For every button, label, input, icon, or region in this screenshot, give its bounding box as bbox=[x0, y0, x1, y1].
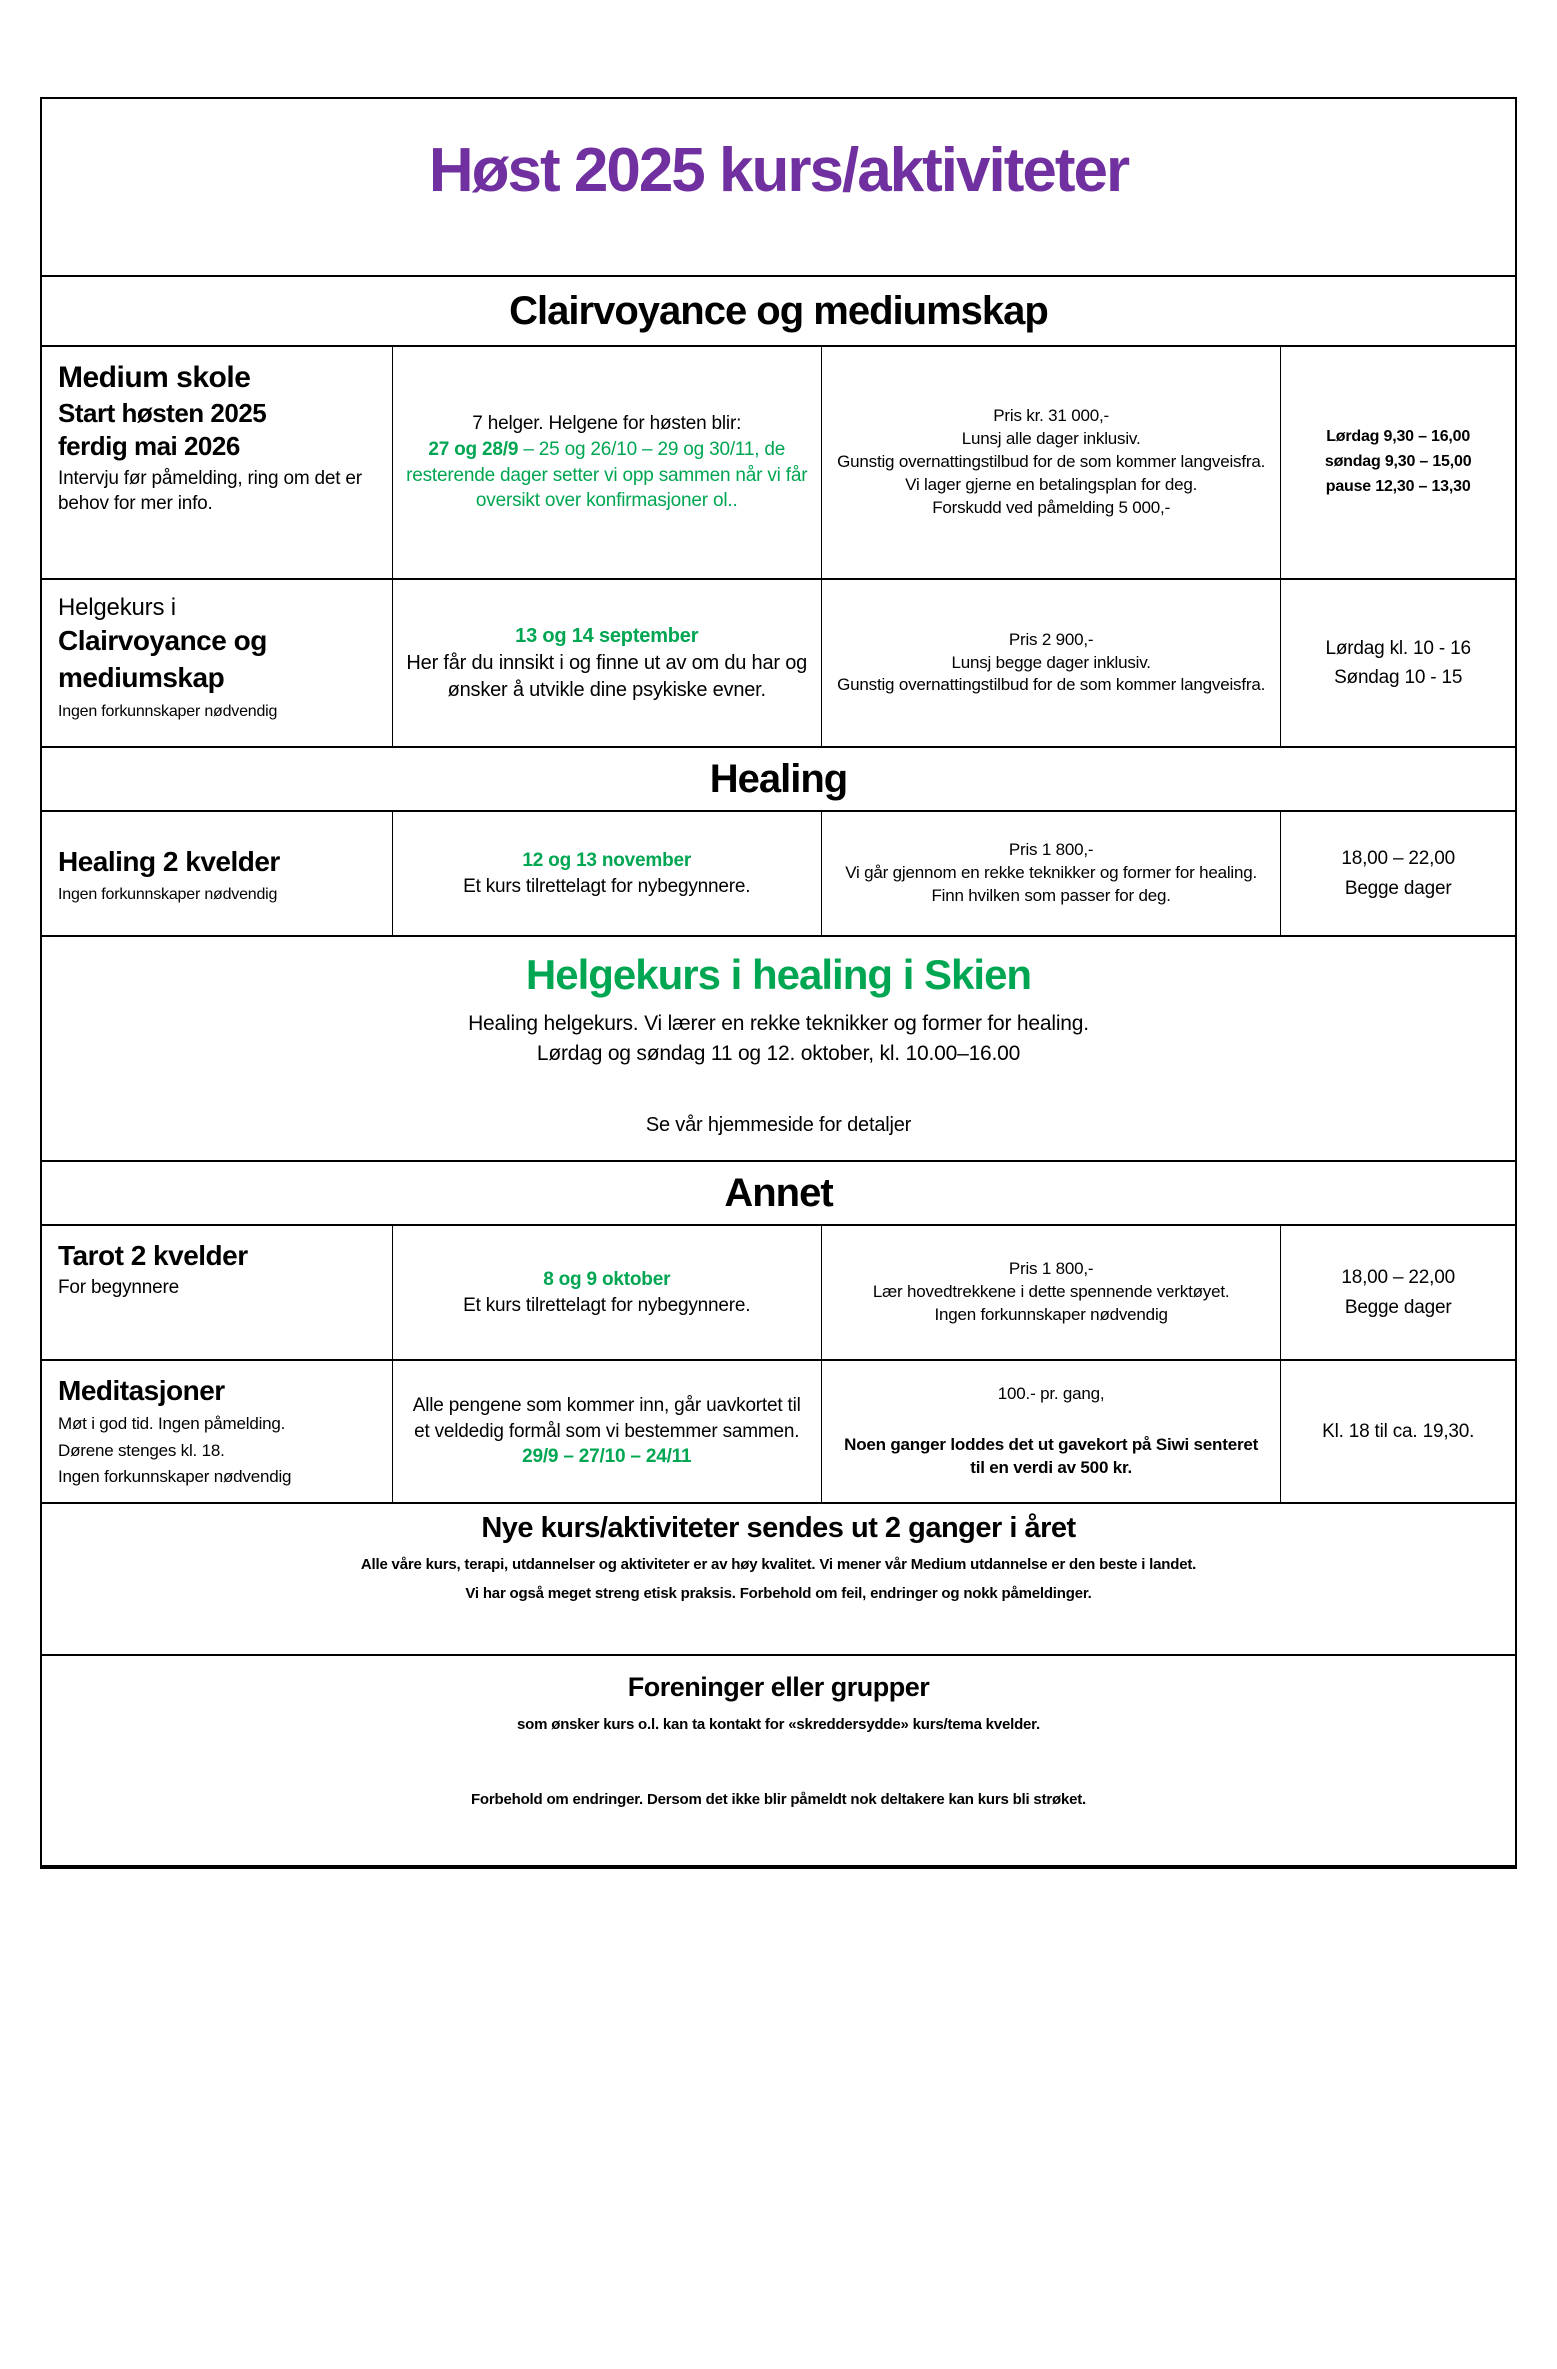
course-row-meditasjoner bbox=[42, 1359, 1515, 1502]
time-line: pause 12,30 – 13,30 bbox=[1325, 477, 1471, 495]
time-line: Søndag 10 - 15 bbox=[1334, 667, 1463, 688]
course-title: Tarot 2 kvelder bbox=[58, 1240, 248, 1271]
time-line: søndag 9,30 – 15,00 bbox=[1324, 453, 1472, 471]
info-line: Forskudd ved påmelding 5 000,- bbox=[932, 497, 1171, 517]
course-name-cell bbox=[42, 1226, 392, 1359]
course-time-cell bbox=[1280, 580, 1515, 746]
price: Pris 2 900,- bbox=[1008, 629, 1094, 649]
dates-highlight: 13 og 14 september bbox=[515, 624, 699, 647]
course-info-cell bbox=[821, 347, 1280, 578]
course-note: Ingen forkunnskaper nødvendig bbox=[58, 1467, 292, 1487]
footer-line: Forbehold om endringer. Dersom det ikke blir påmeldt nok deltakere kan kurs bli strøket. bbox=[470, 1790, 1087, 1808]
course-note: Møt i god tid. Ingen påmelding. bbox=[58, 1414, 286, 1433]
section-title: Annet bbox=[724, 1170, 833, 1215]
info-line: Lunsj begge dager inklusiv. bbox=[951, 652, 1151, 672]
footer-line: Alle våre kurs, terapi, utdannelser og aktiviteter er av høy kvalitet. Vi mener vår Medium utdannelse er den beste i landet. bbox=[360, 1556, 1197, 1573]
course-flyer-table bbox=[40, 97, 1517, 1869]
section-title: Healing bbox=[709, 756, 848, 801]
info-line: Noen ganger loddes det ut gavekort på Siwi senteret til en verdi av 500 kr. bbox=[844, 1435, 1259, 1477]
course-row-medium-skole bbox=[42, 345, 1515, 578]
footer-nye-kurs-block bbox=[42, 1502, 1515, 1654]
course-note: Ingen forkunnskaper nødvendig bbox=[58, 886, 278, 904]
time-line: Lørdag kl. 10 - 16 bbox=[1325, 637, 1471, 659]
course-description: Alle pengene som kommer inn, går uavkortet til et veldedig formål som vi bestemmer sammen. bbox=[412, 1395, 801, 1442]
course-note: Dørene stenges kl. 18. bbox=[58, 1440, 225, 1460]
skien-course-block bbox=[42, 935, 1515, 1160]
course-dates-cell bbox=[392, 580, 821, 746]
footer-line: som ønsker kurs o.l. kan ta kontakt for «skreddersydde» kurs/tema kvelder. bbox=[517, 1716, 1040, 1733]
footer-line: Vi har også meget streng etisk praksis. Forbehold om feil, endringer og nokk påmeldinger. bbox=[465, 1584, 1092, 1602]
section-header-clairvoyance bbox=[42, 275, 1515, 345]
dates-highlight: 29/9 – 27/10 – 24/11 bbox=[522, 1446, 692, 1468]
course-row-tarot bbox=[42, 1224, 1515, 1359]
course-title-intro: Helgekurs i bbox=[58, 594, 176, 621]
course-note: Intervju før påmelding, ring om det er behov for mer info. bbox=[58, 468, 362, 514]
price: 100.- pr. gang, bbox=[997, 1384, 1105, 1404]
time-line: 18,00 – 22,00 bbox=[1341, 1267, 1455, 1289]
skien-heading: Helgekurs i healing i Skien bbox=[525, 951, 1032, 998]
price: Pris kr. 31 000,- bbox=[993, 406, 1109, 426]
info-line: Gunstig overnattingstilbud for de som kommer langveisfra. bbox=[837, 452, 1266, 472]
course-title: Meditasjoner bbox=[58, 1375, 225, 1406]
course-row-helgekurs-clairvoyance bbox=[42, 578, 1515, 746]
dates-intro: 7 helger. Helgene for høsten blir: bbox=[472, 413, 742, 435]
course-title: Healing 2 kvelder bbox=[58, 846, 280, 878]
homepage-reference: Se vår hjemmeside for detaljer bbox=[645, 1113, 912, 1136]
time-line: Lørdag 9,30 – 16,00 bbox=[1326, 428, 1471, 446]
info-line: Lunsj alle dager inklusiv. bbox=[961, 429, 1141, 449]
dates-highlight: 12 og 13 november bbox=[522, 849, 692, 871]
course-info-cell bbox=[821, 1226, 1280, 1359]
course-title: mediumskap bbox=[58, 661, 225, 693]
section-title: Clairvoyance og mediumskap bbox=[509, 288, 1048, 333]
course-note: For begynnere bbox=[58, 1277, 179, 1298]
time-line: Kl. 18 til ca. 19,30. bbox=[1322, 1420, 1475, 1442]
course-dates-cell bbox=[392, 812, 821, 935]
footer-foreninger-block bbox=[42, 1654, 1515, 1865]
skien-line: Lørdag og søndag 11 og 12. oktober, kl. 10.00–16.00 bbox=[536, 1042, 1021, 1066]
course-name-cell bbox=[42, 812, 392, 935]
course-time-cell bbox=[1280, 812, 1515, 935]
course-description: Her får du innsikt i og finne ut av om du har og ønsker å utvikle dine psykiske evner. bbox=[406, 651, 808, 701]
course-info-cell bbox=[821, 580, 1280, 746]
info-line: Lær hovedtrekkene i dette spennende verktøyet. bbox=[872, 1282, 1230, 1302]
course-note: Ingen forkunnskaper nødvendig bbox=[58, 702, 278, 720]
footer-heading: Foreninger eller grupper bbox=[627, 1672, 930, 1702]
info-line: Vi går gjennom en rekke teknikker og former for healing. Finn hvilken som passer for deg. bbox=[845, 863, 1258, 905]
course-subtitle: ferdig mai 2026 bbox=[58, 431, 240, 462]
info-line: Vi lager gjerne en betalingsplan for deg. bbox=[905, 474, 1198, 494]
course-info-cell bbox=[821, 812, 1280, 935]
course-time-cell bbox=[1280, 347, 1515, 578]
section-header-healing bbox=[42, 746, 1515, 810]
course-title: Medium skole bbox=[58, 361, 251, 394]
course-dates-cell bbox=[392, 1361, 821, 1502]
course-name-cell bbox=[42, 347, 392, 578]
time-line: 18,00 – 22,00 bbox=[1341, 848, 1455, 870]
time-line: Begge dager bbox=[1344, 877, 1452, 899]
dates-text bbox=[405, 437, 809, 514]
title-row bbox=[42, 99, 1515, 275]
course-time-cell bbox=[1280, 1361, 1515, 1502]
skien-line: Healing helgekurs. Vi lærer en rekke teknikker og former for healing. bbox=[468, 1012, 1089, 1035]
course-time-cell bbox=[1280, 1226, 1515, 1359]
info-line: Ingen forkunnskaper nødvendig bbox=[934, 1304, 1168, 1324]
dates-highlight: 8 og 9 oktober bbox=[543, 1268, 671, 1290]
course-dates-cell bbox=[392, 347, 821, 578]
course-name-cell bbox=[42, 580, 392, 746]
course-row-healing-2-kvelder bbox=[42, 810, 1515, 935]
course-description: Et kurs tilrettelagt for nybegynnere. bbox=[463, 1294, 751, 1316]
price: Pris 1 800,- bbox=[1008, 1259, 1094, 1279]
course-subtitle: Start høsten 2025 bbox=[58, 397, 267, 428]
course-description: Et kurs tilrettelagt for nybegynnere. bbox=[463, 875, 751, 897]
section-header-annet bbox=[42, 1160, 1515, 1224]
price: Pris 1 800,- bbox=[1008, 840, 1094, 860]
page-title: Høst 2025 kurs/aktiviteter bbox=[428, 135, 1129, 205]
info-line: Gunstig overnattingstilbud for de som kommer langveisfra. bbox=[837, 675, 1266, 695]
course-info-cell bbox=[821, 1361, 1280, 1502]
course-name-cell bbox=[42, 1361, 392, 1502]
dates-rest: – 25 og 26/10 – 29 og 30/11, de resterende dager setter vi opp sammen når vi får oversikt over konfirmasjoner ol.. bbox=[406, 438, 808, 512]
course-title: Clairvoyance og bbox=[58, 625, 267, 657]
time-line: Begge dager bbox=[1344, 1296, 1452, 1318]
dates-highlight: 27 og 28/9 bbox=[428, 438, 519, 460]
footer-heading: Nye kurs/aktiviteter sendes ut 2 ganger i året bbox=[481, 1512, 1076, 1544]
course-dates-cell bbox=[392, 1226, 821, 1359]
